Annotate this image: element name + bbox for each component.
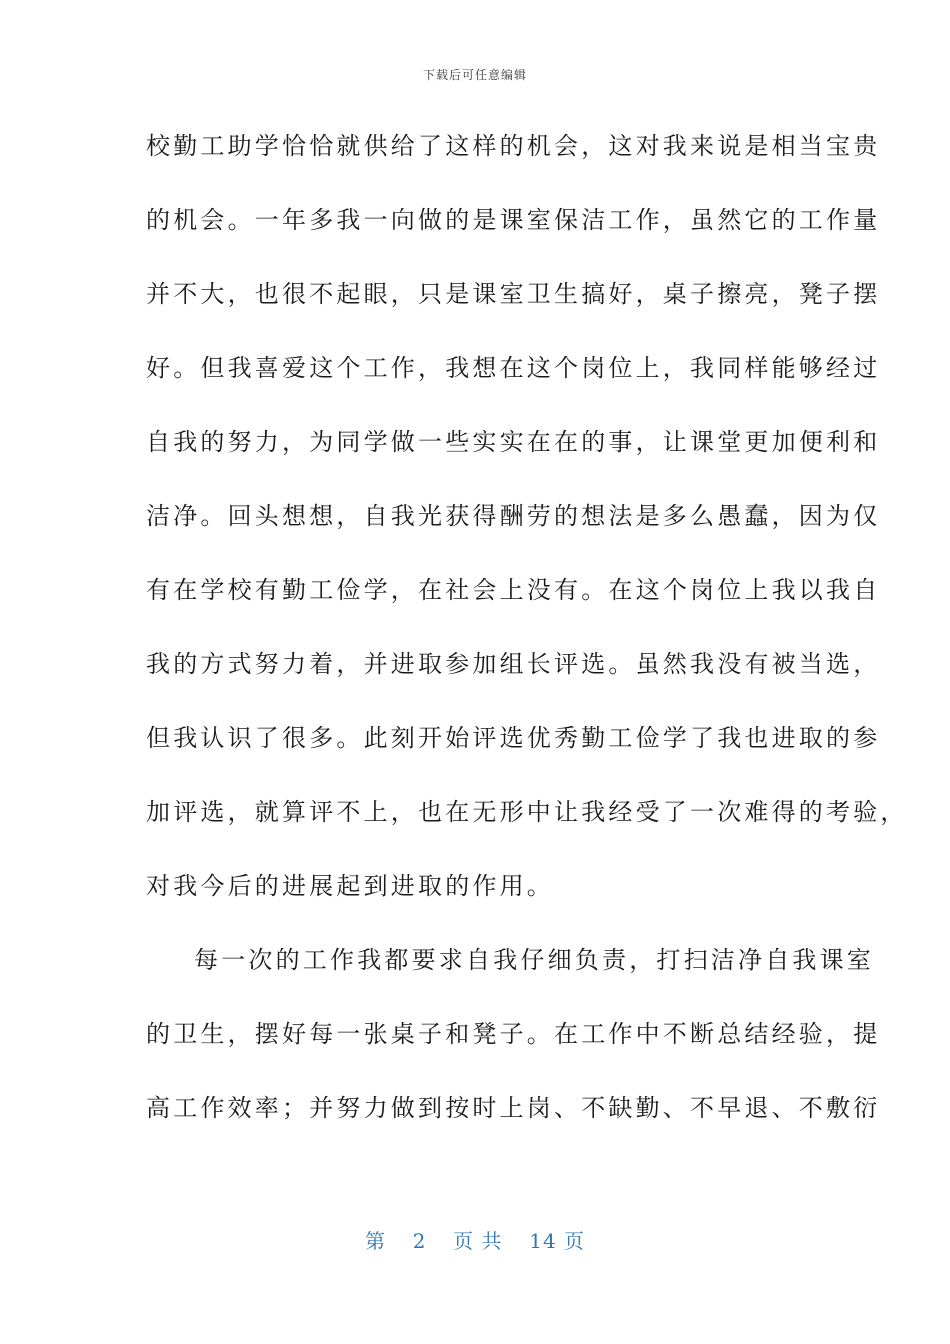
footer-total-pages: 14 (529, 1229, 557, 1253)
footer-suffix: 页 (564, 1229, 586, 1253)
footer-prefix: 第 (364, 1229, 386, 1253)
text-line: 有在学校有勤工俭学，在社会上没有。在这个岗位上我以我自 (146, 576, 881, 604)
text-line: 但我认识了很多。此刻开始评选优秀勤工俭学了我也进取的参 (146, 724, 881, 752)
text-line-paragraph-start: 每一次的工作我都要求自我仔细负责，打扫洁净自我课室 (194, 946, 874, 974)
footer-middle: 页 共 (453, 1229, 503, 1253)
text-line: 的机会。一年多我一向做的是课室保洁工作，虽然它的工作量 (146, 206, 881, 234)
text-line: 自我的努力，为同学做一些实实在在的事，让课堂更加便利和 (146, 428, 881, 456)
text-line: 校勤工助学恰恰就供给了这样的机会，这对我来说是相当宝贵 (146, 132, 881, 160)
text-line: 我的方式努力着，并进取参加组长评选。虽然我没有被当选， (146, 650, 881, 678)
page-footer (0, 1225, 950, 1254)
body-text (146, 124, 908, 1160)
text-line: 对我今后的进展起到进取的作用。 (146, 872, 554, 900)
text-line: 并不大，也很不起眼，只是课室卫生搞好，桌子擦亮，凳子摆 (146, 280, 881, 308)
text-line: 洁净。回头想想，自我光获得酬劳的想法是多么愚蠢，因为仅 (146, 502, 881, 530)
text-line: 的卫生，摆好每一张桌子和凳子。在工作中不断总结经验，提 (146, 1020, 881, 1048)
header-note: 下载后可任意编辑 (422, 68, 527, 82)
footer-page-number: 2 (412, 1229, 427, 1253)
text-line: 加评选，就算评不上，也在无形中让我经受了一次难得的考验， (146, 798, 908, 826)
text-line: 高工作效率；并努力做到按时上岗、不缺勤、不早退、不敷衍 (146, 1094, 881, 1122)
text-line: 好。但我喜爱这个工作，我想在这个岗位上，我同样能够经过 (146, 354, 881, 382)
